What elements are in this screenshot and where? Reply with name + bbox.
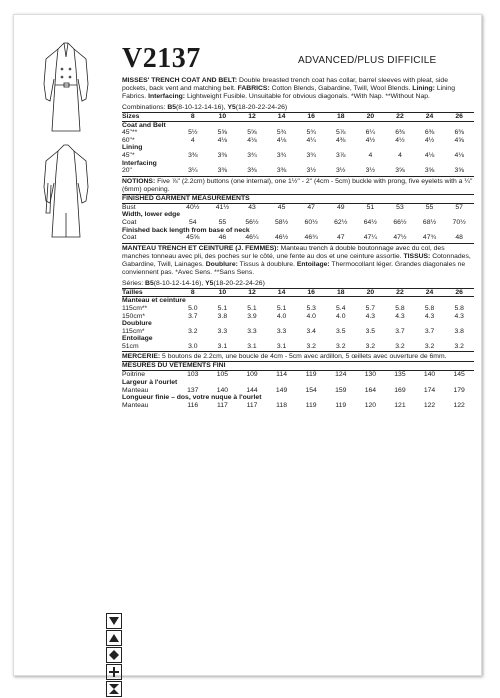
size-cell: 26 (444, 288, 474, 297)
value-cell: 3.1 (247, 342, 257, 350)
value-cell: 4.0 (306, 312, 316, 320)
value-cell: 3.8 (454, 327, 464, 335)
value-cell: 3⅜ (188, 151, 198, 159)
value-cell: 47¼ (363, 234, 377, 242)
table-row (122, 313, 474, 321)
section-row (122, 335, 474, 343)
row-label: 150cm* (122, 312, 146, 320)
value-cell: 5.1 (217, 304, 228, 312)
section-label: Interfacing (122, 159, 157, 167)
value-cell: 3.3 (276, 327, 287, 335)
value-cell: 3⅝ (424, 167, 435, 175)
size-cell: 8 (178, 288, 208, 297)
value-cell: 58½ (274, 218, 289, 226)
value-cell: 124 (335, 371, 347, 379)
value-cell: 4 (190, 136, 195, 144)
value-cell: 3⅜ (276, 167, 287, 175)
section-row (122, 144, 474, 152)
value-cell: 3.0 (188, 342, 198, 350)
back-view-drawing (44, 145, 88, 237)
table-row (122, 129, 474, 137)
value-cell: 3.5 (336, 327, 346, 335)
value-cell: 4.3 (424, 312, 435, 320)
value-cell: 55 (425, 203, 434, 211)
french-description (122, 245, 474, 277)
value-cell: 4¼ (306, 136, 316, 144)
sizes-header-row (122, 288, 474, 297)
value-cell: 154 (305, 386, 317, 394)
value-cell: 5.8 (454, 304, 464, 312)
table-row (122, 167, 474, 175)
value-cell: 4½ (424, 136, 435, 144)
size-cell: 10 (208, 113, 238, 122)
table-row (122, 343, 474, 351)
value-cell: 4.3 (365, 312, 376, 320)
row-label: Manteau (122, 401, 149, 409)
interfacing-text: Lightweight Fusible. Unsuitable for obvious diagonals. *With Nap. **Without Nap. (185, 93, 430, 100)
section-label: Doublure (122, 320, 152, 328)
french-finished-table (122, 371, 474, 409)
value-cell: 5½ (188, 129, 198, 137)
english-description (122, 77, 474, 101)
value-cell: 5.8 (424, 304, 435, 312)
value-cell: 3.1 (217, 342, 228, 350)
value-cell: 55 (218, 218, 227, 226)
difficulty-level: ADVANCED/PLUS DIFFICILE (298, 55, 437, 66)
section-row (122, 394, 474, 402)
value-cell: 60½ (304, 218, 318, 226)
section-row (122, 211, 474, 219)
notions-text: Five ⅞" (2.2cm) buttons (one internal), one 1½" - 2" (4cm - 5cm) buckle with prong, five eyelets with a ¼" (6mm) opening. (122, 177, 473, 193)
size-cell: 22 (385, 288, 415, 297)
value-cell: 3.9 (247, 312, 257, 320)
series-b5-sizes: (8-10-12-14-16), (153, 279, 204, 287)
row-label: 45"** (122, 129, 138, 137)
mesures-heading: MESURES DU VÊTEMENTS FINI (122, 361, 474, 371)
front-view-drawing (44, 43, 88, 131)
table-row (122, 204, 474, 212)
table-row (122, 137, 474, 145)
row-label: 20" (122, 167, 132, 175)
value-cell: 119 (335, 401, 347, 409)
size-cell: 14 (267, 288, 297, 297)
section-label: Width, lower edge (122, 211, 181, 219)
triangle-down-icon (106, 613, 122, 629)
value-cell: 6¼ (365, 129, 376, 137)
combo-y5: Y5 (227, 104, 236, 111)
value-cell: 5.3 (306, 304, 316, 312)
value-cell: 3¾ (276, 151, 287, 159)
entoilage-text: Thermocollant léger. Grandes diagonales ne conviennent pas. *Avec Sens. **Sans Sens. (122, 260, 466, 276)
value-cell: 130 (364, 371, 377, 379)
value-cell: 137 (187, 386, 199, 394)
section-row (122, 121, 474, 129)
value-cell: 105 (216, 371, 229, 379)
value-cell: 5.7 (365, 304, 376, 312)
value-cell: 3.7 (424, 327, 435, 335)
sizes-label: Sizes (122, 113, 178, 122)
value-cell: 41½ (215, 203, 229, 211)
doublure-text: Tissus à doublure. (237, 260, 295, 268)
size-cell: 16 (296, 288, 326, 297)
mercerie (122, 353, 474, 361)
value-cell: 51 (366, 203, 375, 211)
value-cell: 6⅜ (395, 129, 405, 137)
value-cell: 149 (275, 386, 288, 394)
size-cell: 24 (415, 113, 445, 122)
row-label: Bust (122, 203, 136, 211)
value-cell: 5.1 (247, 304, 257, 312)
value-cell: 3¾ (247, 151, 257, 159)
series-b5: B5 (145, 279, 154, 287)
section-row (122, 320, 474, 328)
section-row (122, 297, 474, 305)
value-cell: 164 (364, 386, 377, 394)
value-cell: 3.2 (424, 342, 435, 350)
value-cell: 46½ (274, 234, 289, 242)
triangle-up-icon (106, 630, 122, 646)
value-cell: 56½ (245, 218, 259, 226)
value-cell: 45⅝ (186, 234, 200, 242)
table-row (122, 152, 474, 160)
lining-text: Lining Fabrics. (122, 85, 455, 100)
value-cell: 109 (246, 371, 258, 379)
hourglass-icon (106, 681, 122, 697)
value-cell: 48 (455, 234, 463, 242)
value-cell: 117 (216, 401, 228, 409)
value-cell: 119 (305, 371, 317, 379)
english-finished-table (122, 204, 474, 242)
value-cell: 3.4 (306, 327, 316, 335)
value-cell: 4½ (395, 136, 405, 144)
size-cell: 12 (237, 288, 267, 297)
value-cell: 4½ (365, 136, 376, 144)
row-label: 115cm** (122, 304, 148, 312)
value-cell: 3.2 (336, 342, 346, 350)
fabrics-text: Cotton Blends, Gabardine, Twill, Wool Blends. (269, 85, 411, 92)
entoilage-label: Entoilage: (296, 260, 330, 268)
value-cell: 5⅝ (247, 129, 257, 137)
value-cell: 3⅜ (247, 167, 257, 175)
size-cell: 8 (178, 113, 208, 122)
value-cell: 4⅛ (454, 151, 464, 159)
sizes-label: Tailles (122, 288, 178, 297)
combo-b5-sizes: (8-10-12-14-16), (176, 104, 226, 111)
value-cell: 140 (423, 371, 436, 379)
value-cell: 4 (368, 151, 373, 159)
value-cell: 46¾ (304, 234, 318, 242)
row-label: Coat (122, 218, 137, 226)
section-label: Longueur finie – dos, votre nuque à l'ourlet (122, 394, 262, 402)
value-cell: 5.8 (395, 304, 405, 312)
english-desc-text: Double breasted trench coat has collar, barrel sleeves with pleat, side pockets, back vent and matching belt. (122, 77, 448, 92)
english-title: MISSES' TRENCH COAT AND BELT: (122, 77, 238, 84)
value-cell: 135 (394, 371, 406, 379)
section-label: Manteau et ceinture (122, 297, 186, 305)
value-cell: 5⅝ (217, 129, 228, 137)
value-cell: 46¼ (245, 234, 259, 242)
notions (122, 178, 474, 194)
value-cell: 174 (423, 386, 436, 394)
garment-technical-drawings (36, 39, 106, 239)
value-cell: 114 (276, 371, 287, 379)
value-cell: 121 (394, 401, 406, 409)
size-cell: 18 (326, 288, 356, 297)
fabrics-label: FABRICS: (237, 85, 270, 92)
value-cell: 3.3 (217, 327, 228, 335)
pattern-envelope-back (13, 14, 482, 676)
value-cell: 120 (364, 401, 377, 409)
section-label: Largeur à l'ourlet (122, 379, 178, 387)
value-cell: 122 (423, 401, 436, 409)
diamond-icon (106, 647, 122, 663)
finished-measurements-heading: FINISHED GARMENT MEASUREMENTS (122, 194, 474, 204)
value-cell: 4.0 (276, 312, 287, 320)
french-title: MANTEAU TRENCH ET CEINTURE (J. FEMMES): (122, 244, 279, 252)
value-cell: 40½ (186, 203, 200, 211)
row-label: Manteau (122, 386, 149, 394)
value-cell: 3.7 (188, 312, 198, 320)
value-cell: 47 (336, 234, 345, 242)
value-cell: 5.4 (336, 304, 346, 312)
value-cell: 103 (187, 371, 199, 379)
value-cell: 5.1 (276, 304, 287, 312)
size-cell: 24 (415, 288, 445, 297)
value-cell: 3.2 (188, 327, 198, 335)
value-cell: 3.3 (247, 327, 257, 335)
value-cell: 3⅜ (217, 167, 228, 175)
row-label: Coat (122, 234, 137, 242)
combinations-label: Combinations: (122, 104, 166, 111)
value-cell: 4 (398, 151, 402, 159)
value-cell: 46 (218, 234, 227, 242)
series-y5-sizes: (18-20-22-24-26) (213, 279, 265, 287)
value-cell: 140 (216, 386, 229, 394)
value-cell: 66½ (393, 218, 407, 226)
size-cell: 26 (444, 113, 474, 122)
tissus-text: Cotonnades, Gabardine, Twill, Lainages. (122, 252, 471, 268)
combo-y5-sizes: (18-20-22-24-26) (235, 104, 288, 111)
value-cell: 118 (276, 401, 287, 409)
english-yardage-table (122, 112, 474, 175)
value-cell: 3⅜ (217, 151, 228, 159)
row-label: 60"* (122, 136, 135, 144)
tissus-label: TISSUS: (403, 252, 431, 260)
value-cell: 5¾ (306, 129, 316, 137)
value-cell: 53 (396, 203, 404, 211)
value-cell: 45 (277, 203, 286, 211)
size-cell: 22 (385, 113, 415, 122)
table-row (122, 328, 474, 336)
value-cell: 43 (248, 203, 256, 211)
pattern-number: V2137 (122, 43, 201, 74)
table-row (122, 234, 474, 242)
section-row (122, 227, 474, 235)
value-cell: 64½ (363, 218, 377, 226)
mercerie-text: 5 boutons de 2.2cm, une boucle de 4cm - 5cm avec ardillon, 5 œillets avec ouverture de 6mm. (160, 353, 447, 361)
section-row (122, 160, 474, 168)
series-y5: Y5 (205, 279, 214, 287)
size-cell: 20 (356, 288, 386, 297)
table-row (122, 219, 474, 227)
value-cell: 4.0 (336, 312, 346, 320)
value-cell: 4⅛ (217, 136, 228, 144)
value-cell: 145 (453, 371, 465, 379)
value-cell: 3¼ (188, 167, 198, 175)
series-label: Séries: (122, 279, 144, 287)
table-row (122, 305, 474, 313)
value-cell: 5¾ (276, 129, 287, 137)
lining-label: Lining: (412, 85, 435, 92)
value-cell: 4.3 (454, 312, 464, 320)
doublure-label: Doublure: (205, 260, 238, 268)
value-cell: 3.7 (395, 327, 405, 335)
section-label: Finished back length from base of neck (122, 226, 250, 234)
value-cell: 6⅜ (424, 129, 435, 137)
value-cell: 4⅛ (247, 136, 257, 144)
interfacing-label: Interfacing: (148, 93, 186, 100)
value-cell: 3½ (365, 167, 376, 175)
plus-icon (106, 664, 122, 680)
value-cell: 49 (336, 203, 345, 211)
sizes-header-row (122, 113, 474, 122)
value-cell: 47 (307, 203, 315, 211)
value-cell: 68½ (422, 218, 437, 226)
combo-b5: B5 (167, 104, 177, 111)
value-cell: 159 (335, 386, 347, 394)
value-cell: 5⅞ (336, 129, 346, 137)
series-line (122, 280, 474, 288)
size-cell: 14 (267, 113, 297, 122)
value-cell: 117 (246, 401, 258, 409)
section-label: Lining (122, 144, 143, 152)
row-label: 115cm* (122, 327, 145, 335)
value-cell: 4⅛ (424, 151, 435, 159)
value-cell: 57 (455, 203, 463, 211)
value-cell: 119 (305, 401, 317, 409)
value-cell: 5.0 (188, 304, 198, 312)
notions-label: NOTIONS: (122, 177, 156, 185)
value-cell: 3.2 (395, 342, 405, 350)
table-row (122, 402, 474, 410)
value-cell: 6⅜ (454, 129, 464, 137)
value-cell: 54 (189, 218, 197, 226)
pattern-info (122, 77, 474, 409)
french-yardage-table (122, 288, 474, 351)
section-label: Entoilage (122, 335, 153, 343)
value-cell: 4⅜ (336, 136, 346, 144)
size-cell: 16 (296, 113, 326, 122)
size-cell: 12 (237, 113, 267, 122)
row-label: 51cm (122, 342, 139, 350)
value-cell: 3⅝ (454, 167, 464, 175)
value-cell: 4⅝ (454, 136, 464, 144)
value-cell: 122 (453, 401, 465, 409)
value-cell: 62½ (334, 218, 348, 226)
combinations-line (122, 104, 474, 112)
value-cell: 47¾ (422, 234, 437, 242)
row-label: Poitrine (122, 371, 146, 379)
size-cell: 20 (356, 113, 386, 122)
size-cell: 10 (208, 288, 238, 297)
value-cell: 3.2 (454, 342, 464, 350)
section-row (122, 379, 474, 387)
table-row (122, 371, 474, 379)
value-cell: 3.8 (217, 312, 228, 320)
value-cell: 47½ (393, 234, 407, 242)
value-cell: 3.1 (276, 342, 287, 350)
value-cell: 3⅞ (336, 151, 346, 159)
size-cell: 18 (326, 113, 356, 122)
value-cell: 3½ (336, 167, 346, 175)
pattern-symbols (106, 613, 122, 698)
mercerie-label: MERCERIE: (122, 353, 161, 361)
value-cell: 4.3 (395, 312, 405, 320)
section-label: Coat and Belt (122, 121, 166, 129)
value-cell: 179 (453, 386, 465, 394)
value-cell: 169 (394, 386, 406, 394)
row-label: 45"* (122, 151, 135, 159)
value-cell: 3.2 (365, 342, 376, 350)
value-cell: 144 (246, 386, 258, 394)
value-cell: 4⅛ (276, 136, 287, 144)
table-row (122, 387, 474, 395)
french-desc-text: Manteau trench à double boutonnage avec du col, des manches tonneau avec pli, des poches sur le côté, une fente au dos et une ceinture assortie. (122, 244, 445, 260)
value-cell: 3⅝ (395, 167, 405, 175)
value-cell: 116 (187, 401, 199, 409)
value-cell: 3.5 (365, 327, 376, 335)
value-cell: 3½ (306, 167, 316, 175)
value-cell: 3¾ (306, 151, 316, 159)
value-cell: 70½ (452, 218, 466, 226)
value-cell: 3.2 (306, 342, 316, 350)
